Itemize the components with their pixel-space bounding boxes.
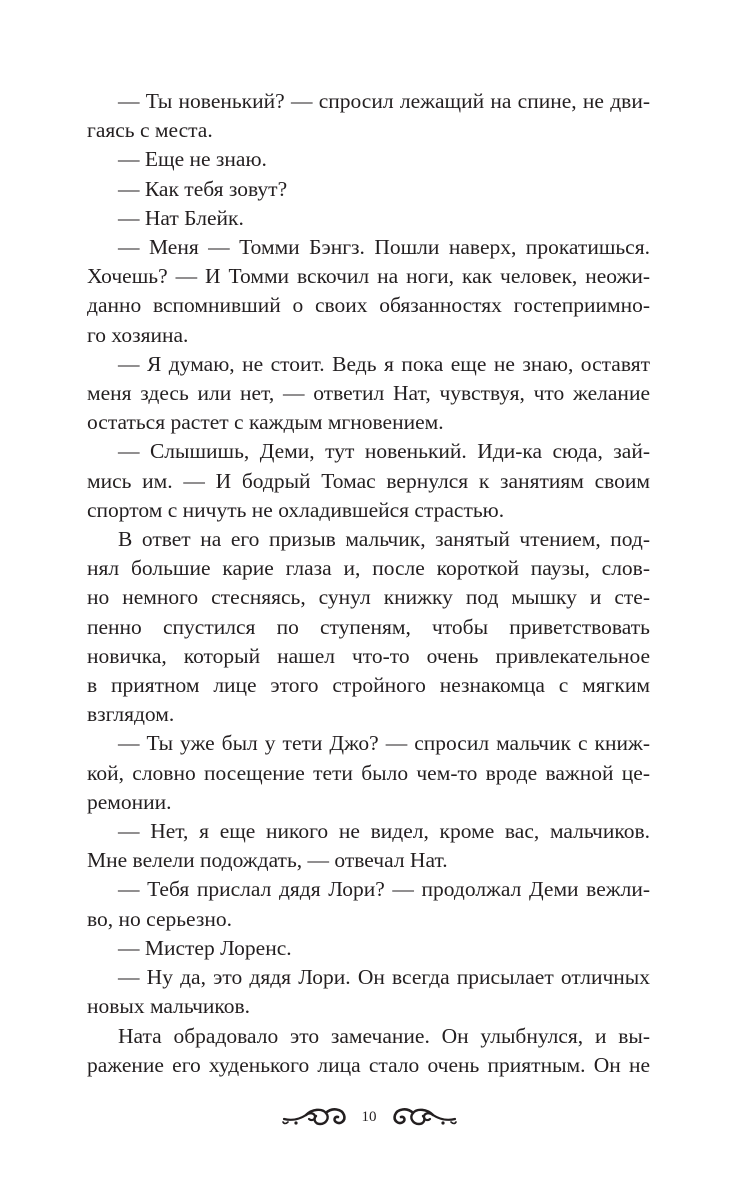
paragraph — [87, 175, 650, 204]
text-line: — Нат Блейк. — [118, 205, 244, 230]
paragraph — [87, 963, 650, 1021]
paragraph — [87, 525, 650, 729]
page-footer — [0, 1097, 738, 1137]
text-line: меня здесь или нет, — ответил Нат, чувствуя, что желание — [87, 381, 650, 406]
text-line: в приятном лице этого стройного незнакомца с мягким — [87, 673, 650, 698]
text-line: — Тебя прислал дядя Лори? — продолжал Деми вежли- — [118, 877, 650, 902]
text-line: нял большие карие глаза и, после короткой паузы, слов- — [87, 556, 650, 581]
text-line: — Меня — Томми Бэнгз. Пошли наверх, прокатишься. — [118, 235, 650, 260]
text-line: новичка, который нашел что-то очень привлекательное — [87, 643, 650, 668]
text-line: Ната обрадовало это замечание. Он улыбнулся, и вы- — [118, 1023, 650, 1048]
paragraph — [87, 204, 650, 233]
text-line: ремонии. — [87, 789, 172, 814]
paragraph — [87, 934, 650, 963]
paragraph — [87, 875, 650, 933]
text-line: остаться растет с каждым мгновением. — [87, 410, 444, 435]
text-line: пенно спустился по ступеням, чтобы приветствовать — [87, 614, 650, 639]
text-line: данно вспомнивший о своих обязанностях гостеприимно- — [87, 293, 650, 318]
text-line: кой, словно посещение тети было чем-то вроде важной це- — [87, 760, 650, 785]
text-line: Хочешь? — И Томми вскочил на ноги, как человек, неожи- — [87, 264, 650, 289]
text-line: — Я думаю, не стоит. Ведь я пока еще не знаю, оставят — [118, 351, 650, 376]
page-number: 10 — [361, 1108, 377, 1125]
text-line: го хозяина. — [87, 322, 189, 347]
text-line: — Еще не знаю. — [118, 147, 267, 172]
paragraph — [87, 145, 650, 174]
text-line: во, но серьезно. — [87, 906, 232, 931]
text-line: Мне велели подождать, — отвечал Нат. — [87, 848, 448, 873]
text-line: — Как тебя зовут? — [118, 176, 288, 201]
body-text — [87, 87, 650, 1080]
text-line: — Нет, я еще никого не видел, кроме вас, мальчиков. — [118, 819, 650, 844]
flourish-left-icon — [282, 1105, 350, 1129]
text-line: новых мальчиков. — [87, 994, 251, 1019]
text-line: — Ты новенький? — спросил лежащий на спине, не дви- — [118, 89, 650, 113]
paragraph — [87, 350, 650, 438]
paragraph — [87, 437, 650, 525]
flourish-right-icon — [389, 1105, 457, 1129]
text-line: спортом с ничуть не охладившейся страстью. — [87, 497, 505, 522]
text-line: — Ты уже был у тети Джо? — спросил мальчик с книж- — [118, 731, 650, 756]
text-line: В ответ на его призыв мальчик, занятый чтением, под- — [118, 527, 650, 552]
text-line: но немного стесняясь, сунул книжку под мышку и сте- — [87, 585, 650, 610]
paragraph — [87, 233, 650, 350]
paragraph — [87, 817, 650, 875]
text-line: мись им. — И бодрый Томас вернулся к занятиям своим — [87, 468, 650, 493]
paragraph — [87, 1022, 650, 1080]
text-line: — Мистер Лоренс. — [118, 935, 292, 960]
text-line: ражение его худенького лица стало очень приятным. Он не — [87, 1052, 650, 1077]
paragraph — [87, 87, 650, 145]
text-line: гаясь с места. — [87, 118, 213, 143]
text-line: взглядом. — [87, 702, 175, 727]
paragraph — [87, 729, 650, 817]
text-line: — Ну да, это дядя Лори. Он всегда присылает отличных — [118, 965, 650, 990]
text-line: — Слышишь, Деми, тут новенький. Иди-ка сюда, зай- — [118, 439, 650, 464]
